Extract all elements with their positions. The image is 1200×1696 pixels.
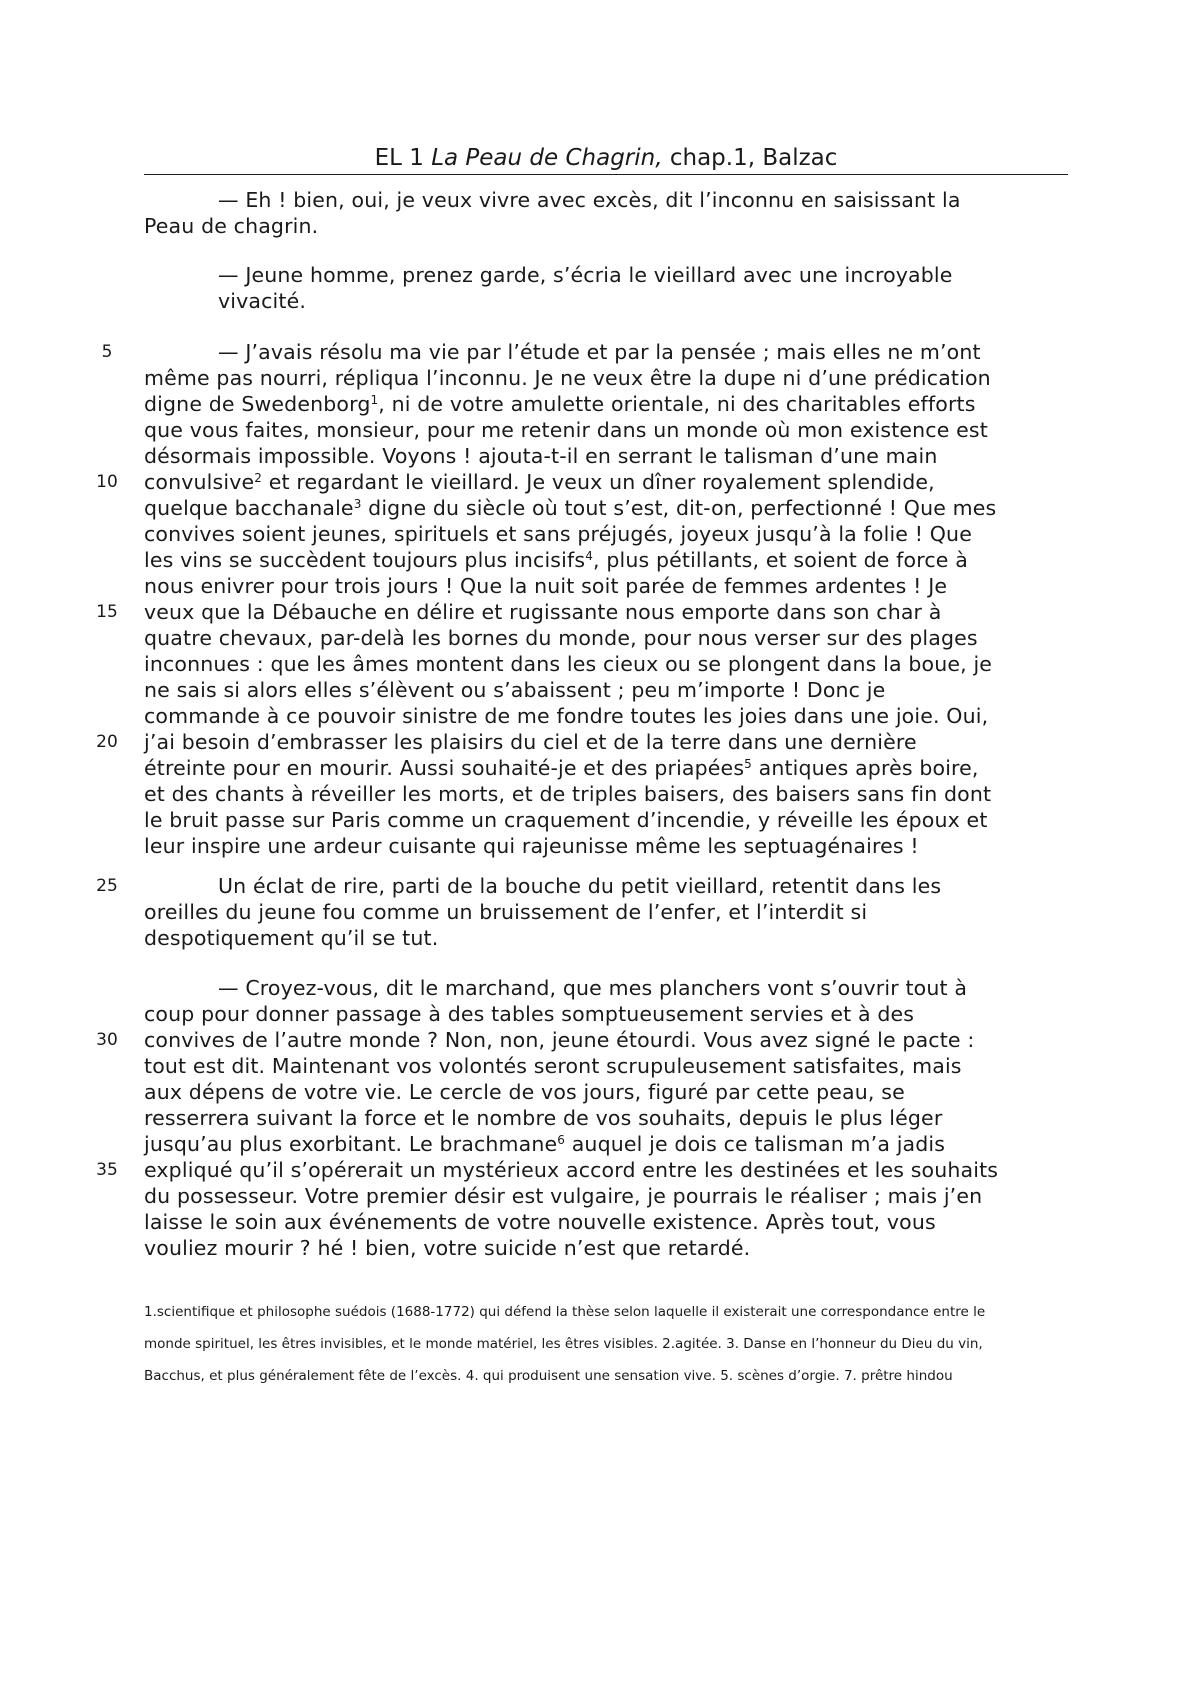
text-line: du possesseur. Votre premier désir est vulgaire, je pourrais le réaliser ; mais j’en: [144, 1184, 983, 1208]
text-line: despotiquement qu’il se tut.: [144, 926, 439, 950]
footnote-line: Bacchus, et plus généralement fête de l’excès. 4. qui produisent une sensation vive. 5. scènes d’orgie. 7. prêtre hindou: [144, 1368, 953, 1384]
line-number: 35: [96, 1160, 118, 1180]
paragraph-3: [144, 339, 1068, 859]
text-line: le bruit passe sur Paris comme un craquement d’incendie, y réveille les époux et: [144, 808, 988, 832]
line-number: 25: [96, 876, 118, 896]
text-line: nous enivrer pour trois jours ! Que la nuit soit parée de femmes ardentes ! Je: [144, 574, 948, 598]
text-line: convives de l’autre monde ? Non, non, jeune étourdi. Vous avez signé le pacte :: [144, 1028, 975, 1052]
line-number: 15: [96, 602, 118, 622]
line-number: 10: [96, 472, 118, 492]
text-line: coup pour donner passage à des tables somptueusement servies et à des: [144, 1002, 915, 1026]
footnote-marker: 1: [370, 393, 379, 407]
footnote-marker: 4: [585, 549, 593, 563]
paragraph-1: [144, 187, 1068, 239]
footnote-marker: 6: [557, 1133, 566, 1147]
text-line: expliqué qu’il s’opérerait un mystérieux accord entre les destinées et les souhaits: [144, 1158, 999, 1182]
footnotes: [144, 1296, 1074, 1392]
text-line: tout est dit. Maintenant vos volontés seront scrupuleusement satisfaites, mais: [144, 1054, 962, 1078]
title-work: La Peau de Chagrin,: [431, 145, 663, 171]
text-line: inconnues : que les âmes montent dans les cieux ou se plongent dans la boue, je: [144, 652, 993, 676]
text-line: les vins se succèdent toujours plus incisifs$^4$, plus pétillants, et soient de force à: [144, 548, 968, 572]
footnote-line: 1.scientifique et philosophe suédois (1688-1772) qui défend la thèse selon laquelle il existerait une correspondance entre le: [144, 1304, 986, 1320]
title-underline: [144, 174, 1068, 175]
text-line: commande à ce pouvoir sinistre de me fondre toutes les joies dans une joie. Oui,: [144, 704, 989, 728]
text-line: vouliez mourir ? hé ! bien, votre suicide n’est que retardé.: [144, 1236, 751, 1260]
text-line: convives soient jeunes, spirituels et sans préjugés, joyeux jusqu’à la folie ! Que: [144, 522, 972, 546]
text-line: convulsive$^2$ et regardant le vieillard. Je veux un dîner royalement splendide,: [144, 470, 935, 494]
paragraph-4: [144, 873, 1068, 951]
footnote-marker: 5: [744, 757, 752, 771]
text-line: digne de Swedenborg$^1$, ni de votre amulette orientale, ni des charitables efforts: [144, 392, 976, 416]
text-line: j’ai besoin d’embrasser les plaisirs du ciel et de la terre dans une dernière: [144, 730, 917, 754]
text-line: — Croyez-vous, dit le marchand, que mes planchers vont s’ouvrir tout à: [218, 976, 968, 1000]
footnote-marker: 2: [254, 471, 263, 485]
text-line: et des chants à réveiller les morts, et de triples baisers, des baisers sans fin dont: [144, 782, 992, 806]
text-line: oreilles du jeune fou comme un bruissement de l’enfer, et l’interdit si: [144, 900, 868, 924]
text-line: étreinte pour en mourir. Aussi souhaité-je et des priapées$^5$ antiques après boire,: [144, 756, 979, 780]
text-line: désormais impossible. Voyons ! ajouta-t-il en serrant le talisman d’une main: [144, 444, 938, 468]
text-line: leur inspire une ardeur cuisante qui rajeunisse même les septuagénaires !: [144, 834, 919, 858]
text-line: — Jeune homme, prenez garde, s’écria le vieillard avec une incroyable: [218, 263, 953, 287]
line-number: 5: [101, 342, 113, 362]
text-line: même pas nourri, répliqua l’inconnu. Je ne veux être la dupe ni d’une prédication: [144, 366, 991, 390]
title-prefix: EL 1: [374, 145, 432, 171]
footnote-line: monde spirituel, les êtres invisibles, et le monde matériel, les êtres visibles. 2.agitée. 3. Danse en l’honneur du Dieu du vin,: [144, 1336, 983, 1352]
footnote-marker: 3: [353, 497, 362, 511]
paragraph-2: [144, 262, 1068, 314]
text-line: — J’avais résolu ma vie par l’étude et par la pensée ; mais elles ne m’ont: [218, 340, 981, 364]
paragraph-5: [144, 975, 1068, 1261]
document-title: [144, 143, 1068, 173]
text-line: Un éclat de rire, parti de la bouche du petit vieillard, retentit dans les: [218, 874, 942, 898]
text-line: ne sais si alors elles s’élèvent ou s’abaissent ; peu m’importe ! Donc je: [144, 678, 886, 702]
text-line: veux que la Débauche en délire et rugissante nous emporte dans son char à: [144, 600, 942, 624]
text-line: laisse le soin aux événements de votre nouvelle existence. Après tout, vous: [144, 1210, 936, 1234]
text-line: resserrera suivant la force et le nombre de vos souhaits, depuis le plus léger: [144, 1106, 943, 1130]
text-line: que vous faites, monsieur, pour me retenir dans un monde où mon existence est: [144, 418, 988, 442]
line-number: 30: [96, 1030, 118, 1050]
text-line: Peau de chagrin.: [144, 214, 319, 238]
text-line: vivacité.: [218, 289, 307, 313]
text-line: quelque bacchanale$^3$ digne du siècle où tout s’est, dit-on, perfectionné ! Que mes: [144, 496, 997, 520]
text-line: aux dépens de votre vie. Le cercle de vos jours, figuré par cette peau, se: [144, 1080, 905, 1104]
title-suffix: chap.1, Balzac: [662, 145, 838, 171]
text-line: — Eh ! bien, oui, je veux vivre avec excès, dit l’inconnu en saisissant la: [218, 188, 961, 212]
line-number: 20: [96, 732, 118, 752]
text-line: jusqu’au plus exorbitant. Le brachmane$^6$ auquel je dois ce talisman m’a jadis: [144, 1132, 946, 1156]
text-line: quatre chevaux, par-delà les bornes du monde, pour nous verser sur des plages: [144, 626, 978, 650]
